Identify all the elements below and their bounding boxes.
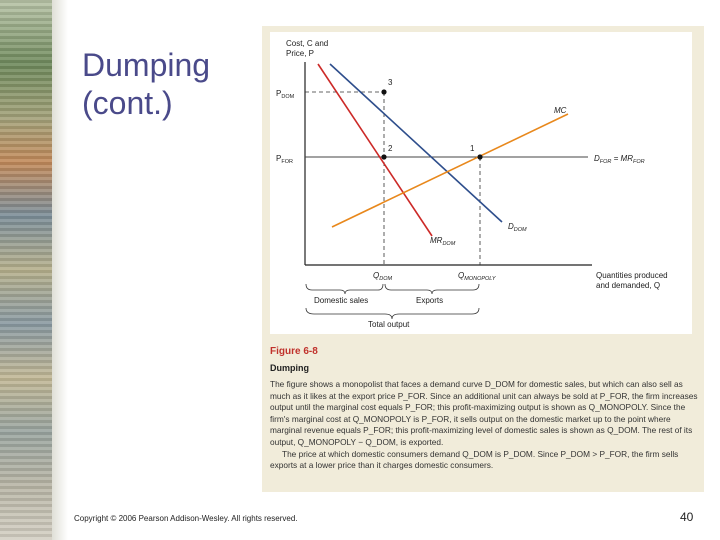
d-dom-label: $D_{DOM}$ [508, 222, 527, 233]
figure-name: Dumping [270, 363, 309, 373]
exports-label: Exports [416, 296, 444, 305]
x-axis-label-line-1: Quantities produced [596, 271, 668, 280]
caption-paragraph-1: The figure shows a monopolist that faces a demand curve D_DOM for domestic sales, but which can also sell as much as it likes at the export price P_FOR. Since an additional unit can always be sold at P_FOR, the firm increases output until the marginal cost equals P_FOR; this profit-maximizing output is shown as Q_MONOPOLY. Since the firm's marginal cost at Q_MONOPOLY is P_FOR, it sells output on the domestic market up to the point where marginal revenue equals P_FOR; this profit-maximizing level of domestic sales is shown as Q_DOM. The rest of its output, Q_MONOPOLY − Q_DOM, is exported. [270, 379, 698, 447]
decorative-fade [52, 0, 68, 540]
q-dom-label: $Q_{DOM}$ [373, 271, 393, 282]
y-axis-label-line-2: Price, P [286, 49, 315, 58]
point-1-marker [477, 154, 482, 159]
domestic-sales-label: Domestic sales [314, 296, 369, 305]
slide-title [82, 46, 252, 122]
page-number: 40 [680, 510, 694, 524]
point-3-marker [381, 89, 386, 94]
p-for-label: $P_{FOR}$ [276, 154, 293, 165]
point-3-label: 3 [388, 78, 393, 87]
p-dom-label: $P_{DOM}$ [276, 89, 295, 100]
copyright-notice: Copyright © 2006 Pearson Addison-Wesley. All rights reserved. [74, 514, 298, 523]
decorative-photo-strip [0, 0, 52, 540]
slide-title-line-1: Dumping [82, 47, 211, 83]
point-2-marker [381, 154, 386, 159]
d-for-label: $D_{FOR} = MR_{FOR}$ [594, 154, 645, 165]
mc-label: MC [554, 106, 567, 115]
point-2-label: 2 [388, 144, 393, 153]
x-axis-label-line-2: and demanded, Q [596, 281, 661, 290]
q-monopoly-label: $Q_{MONOPOLY}$ [458, 271, 496, 282]
caption-paragraph-2: The price at which domestic consumers demand Q_DOM is P_DOM. Since P_DOM > P_FOR, the firm sells exports at a lower price than it charges domestic consumers. [270, 448, 679, 471]
slide-title-line-2: (cont.) [82, 85, 173, 121]
point-1-label: 1 [470, 144, 475, 153]
dumping-diagram [270, 32, 692, 334]
total-output-label: Total output [368, 320, 410, 329]
y-axis-label-line-1: Cost, C and [286, 39, 329, 48]
mr-dom-label: $MR_{DOM}$ [430, 236, 456, 247]
figure-label: Figure 6-8 [270, 346, 318, 357]
figure-caption [270, 379, 698, 472]
